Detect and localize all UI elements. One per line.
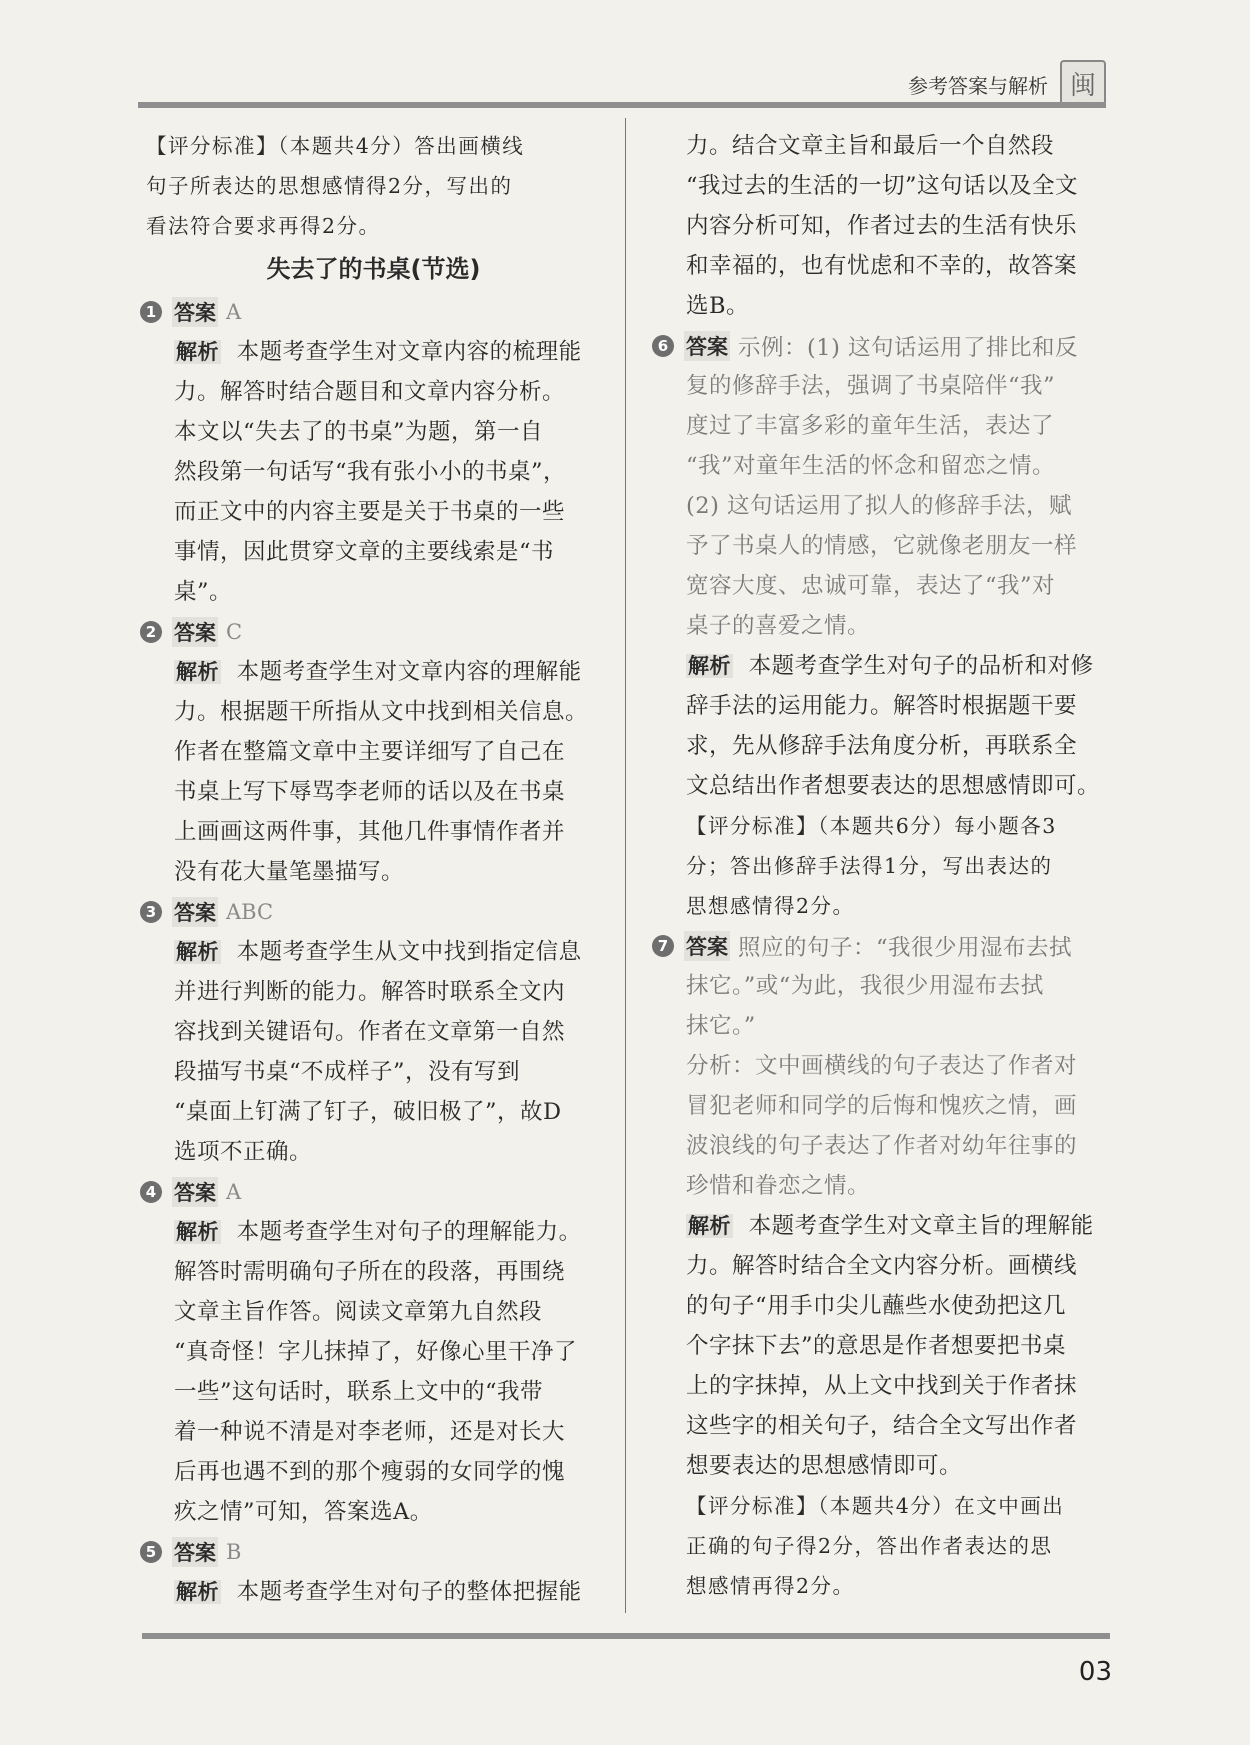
header-rule [138, 102, 1106, 108]
text-line: 本文以“失去了的书桌”为题，第一自 [174, 419, 544, 445]
text-line: 个字抹下去”的意思是作者想要把书桌 [686, 1333, 1067, 1359]
answer-value: A [226, 1180, 242, 1204]
question-2-answer [146, 612, 601, 652]
analysis-label: 解析 [688, 654, 731, 678]
text-line: 本题考查学生对句子的整体把握能 [229, 1579, 582, 1605]
text-line: 桌子的喜爱之情。 [686, 613, 871, 639]
question-number: 4 [140, 1181, 162, 1203]
text-line: 求，先从修辞手法角度分析，再联系全 [686, 733, 1078, 759]
text-line: 文总结出作者想要表达的思想感情即可。 [686, 773, 1101, 799]
analysis-label: 解析 [176, 660, 219, 684]
analysis-label: 解析 [176, 940, 219, 964]
answer-value: B [226, 1540, 242, 1564]
text-line: 分；答出修辞手法得1分，写出表达的 [686, 854, 1053, 878]
text-line: 一些”这句话时，联系上文中的“我带 [174, 1379, 544, 1405]
question-5-answer [146, 1532, 601, 1572]
analysis-label: 解析 [176, 340, 219, 364]
text-line: 桌”。 [174, 579, 233, 605]
text-line: 句子所表达的思想感情得2分，写出的 [146, 174, 513, 198]
answer-value: ABC [226, 900, 274, 924]
answer-value: C [226, 620, 243, 644]
scoring-standard [146, 126, 601, 246]
text-line: 书桌上写下辱骂李老师的话以及在书桌 [174, 779, 566, 805]
text-line: 内容分析可知，作者过去的生活有快乐 [686, 213, 1078, 239]
text-line: “桌面上钉满了钉子，破旧极了”，故D [174, 1099, 562, 1125]
question-4-answer [146, 1172, 601, 1212]
answer-text: 照应的句子：“我很少用湿布去拭 [738, 935, 1073, 961]
publisher-logo: 闽 [1060, 60, 1106, 106]
text-line: 予了书桌人的情感，它就像老朋友一样 [686, 533, 1078, 559]
left-column [146, 126, 601, 1612]
question-7-answer [658, 926, 1113, 966]
question-7-answer-body [658, 966, 1113, 1206]
text-line: 波浪线的句子表达了作者对幼年往事的 [686, 1133, 1078, 1159]
text-line: 疚之情”可知，答案选A。 [174, 1499, 433, 1525]
question-1-answer [146, 292, 601, 332]
text-line: 然段第一句话写“我有张小小的书桌”， [174, 459, 567, 485]
text-line: 宽容大度、忠诚可靠，表达了“我”对 [686, 573, 1056, 599]
answer-label: 答案 [172, 1537, 218, 1567]
text-line: 段描写书桌“不成样子”，没有写到 [174, 1059, 521, 1085]
text-line: 抹它。”或“为此，我很少用湿布去拭 [686, 973, 1044, 999]
text-line: “我”对童年生活的怀念和留恋之情。 [686, 453, 1056, 479]
header-title: 参考答案与解析 [908, 74, 1048, 98]
question-number: 5 [140, 1541, 162, 1563]
text-line: 事情，因此贯穿文章的主要线索是“书 [174, 539, 555, 565]
text-line: 上的字抹掉，从上文中找到关于作者抹 [686, 1373, 1078, 1399]
question-5-analysis-continued [658, 126, 1113, 326]
text-line: 想要表达的思想感情即可。 [686, 1453, 963, 1479]
question-4-analysis [146, 1212, 601, 1532]
question-3-answer [146, 892, 601, 932]
analysis-label: 解析 [176, 1220, 219, 1244]
text-line: 和幸福的，也有忧虑和不幸的，故答案 [686, 253, 1078, 279]
page-number: 03 [1078, 1657, 1112, 1687]
section-title: 失去了的书桌(节选) [266, 255, 481, 283]
question-6-answer-body [658, 366, 1113, 646]
text-line: 解答时需明确句子所在的段落，再围绕 [174, 1259, 566, 1285]
answer-value: A [226, 300, 242, 324]
text-line: 的句子“用手巾尖儿蘸些水使劲把这几 [686, 1293, 1067, 1319]
question-6-scoring-standard [658, 806, 1113, 926]
page-header [138, 58, 1106, 108]
text-line: 力。解答时结合题目和文章内容分析。 [174, 379, 566, 405]
text-line: 本题考查学生对文章内容的理解能 [229, 659, 582, 685]
text-line: 本题考查学生从文中找到指定信息 [229, 939, 582, 965]
answer-label: 答案 [172, 897, 218, 927]
text-line: 想感情再得2分。 [686, 1574, 855, 1598]
text-line: 力。根据题干所指从文中找到相关信息。 [174, 699, 589, 725]
text-line: 文章主旨作答。阅读文章第九自然段 [174, 1299, 543, 1325]
text-line: 着一种说不清是对李老师，还是对长大 [174, 1419, 566, 1445]
text-line: 选B。 [686, 293, 750, 319]
question-number: 7 [652, 935, 674, 957]
text-line: 本题考查学生对句子的理解能力。 [229, 1219, 582, 1245]
text-line: 本题考查学生对文章内容的梳理能 [229, 339, 582, 365]
text-line: 力。解答时结合全文内容分析。画横线 [686, 1253, 1078, 1279]
answer-label: 答案 [684, 331, 730, 361]
analysis-label: 解析 [176, 1580, 219, 1604]
text-line: 看法符合要求再得2分。 [146, 214, 381, 238]
question-1-analysis [146, 332, 601, 612]
text-line: 正确的句子得2分，答出作者表达的思 [686, 1534, 1053, 1558]
text-line: 抹它。” [686, 1013, 756, 1039]
answer-label: 答案 [684, 931, 730, 961]
text-line: 选项不正确。 [174, 1139, 313, 1165]
text-line: 没有花大量笔墨描写。 [174, 859, 405, 885]
question-7-analysis [658, 1206, 1113, 1486]
text-line: 冒犯老师和同学的后悔和愧疚之情，画 [686, 1093, 1078, 1119]
answer-label: 答案 [172, 1177, 218, 1207]
footer-rule [142, 1633, 1110, 1639]
question-number: 1 [140, 301, 162, 323]
text-line: 容找到关键语句。作者在文章第一自然 [174, 1019, 566, 1045]
text-line: 复的修辞手法，强调了书桌陪伴“我” [686, 373, 1056, 399]
text-line: 后再也遇不到的那个瘦弱的女同学的愧 [174, 1459, 566, 1485]
question-7-scoring-standard [658, 1486, 1113, 1606]
question-6-answer [658, 326, 1113, 366]
text-line: 辞手法的运用能力。解答时根据题干要 [686, 693, 1078, 719]
text-line: 度过了丰富多彩的童年生活，表达了 [686, 413, 1055, 439]
text-line: 【评分标准】（本题共6分）每小题各3 [686, 814, 1057, 838]
question-6-analysis [658, 646, 1113, 806]
answer-label: 答案 [172, 297, 218, 327]
analysis-label: 解析 [688, 1214, 731, 1238]
text-line: 本题考查学生对句子的品析和对修 [741, 653, 1094, 679]
question-3-analysis [146, 932, 601, 1172]
text-line: 【评分标准】（本题共4分）答出画横线 [146, 134, 525, 158]
text-line: 珍惜和眷恋之情。 [686, 1173, 871, 1199]
text-line: 上画画这两件事，其他几件事情作者并 [174, 819, 566, 845]
text-line: “我过去的生活的一切”这句话以及全文 [686, 173, 1079, 199]
text-line: 思想感情得2分。 [686, 894, 855, 918]
text-line: 本题考查学生对文章主旨的理解能 [741, 1213, 1094, 1239]
text-line: 并进行判断的能力。解答时联系全文内 [174, 979, 566, 1005]
question-2-analysis [146, 652, 601, 892]
question-number: 2 [140, 621, 162, 643]
text-line: 这些字的相关句子，结合全文写出作者 [686, 1413, 1078, 1439]
text-line: (2) 这句话运用了拟人的修辞手法，赋 [686, 493, 1073, 519]
question-number: 6 [652, 335, 674, 357]
right-column [658, 126, 1113, 1606]
answer-text: 示例：(1) 这句话运用了排比和反 [738, 335, 1079, 361]
answer-label: 答案 [172, 617, 218, 647]
text-line: 【评分标准】（本题共4分）在文中画出 [686, 1494, 1065, 1518]
text-line: “真奇怪！字儿抹掉了，好像心里干净了 [174, 1339, 578, 1365]
text-line: 力。结合文章主旨和最后一个自然段 [686, 133, 1055, 159]
question-number: 3 [140, 901, 162, 923]
question-5-analysis [146, 1572, 601, 1612]
column-divider [625, 118, 626, 1613]
text-line: 分析：文中画横线的句子表达了作者对 [686, 1053, 1078, 1079]
text-line: 而正文中的内容主要是关于书桌的一些 [174, 499, 566, 525]
text-line: 作者在整篇文章中主要详细写了自己在 [174, 739, 566, 765]
